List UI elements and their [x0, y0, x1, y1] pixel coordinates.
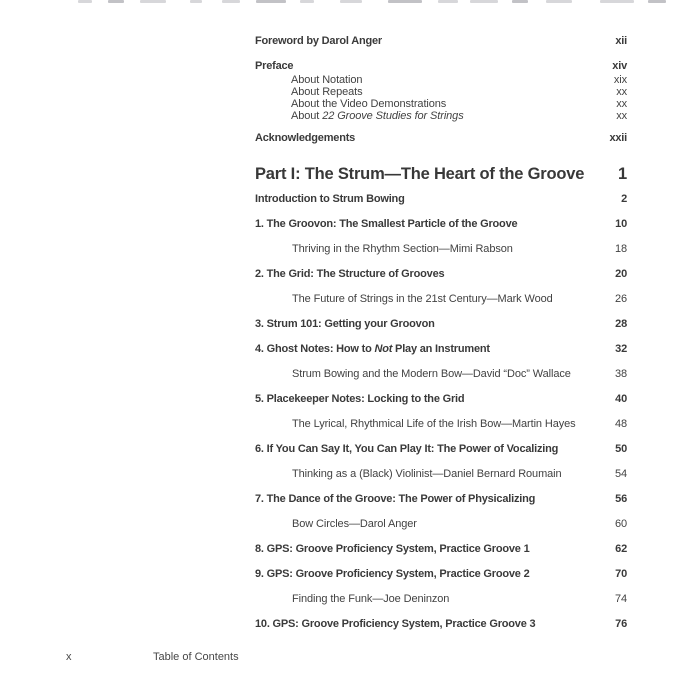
toc-entry-label: Thriving in the Rhythm Section—Mimi Rabson: [292, 243, 513, 255]
toc-entry-label: Acknowledgements: [255, 132, 356, 144]
toc-entry-label: 5. Placekeeper Notes: Locking to the Grid: [255, 393, 465, 405]
toc-entry: [255, 568, 627, 581]
toc-entry-label: 8. GPS: Groove Proficiency System, Practice Groove 1: [255, 543, 530, 555]
toc-entry-page: xiv: [612, 60, 627, 72]
toc-entry-page: 40: [615, 393, 627, 405]
toc-list: [255, 0, 627, 631]
toc-entry: [255, 74, 627, 86]
toc-entry-label: About Repeats: [291, 86, 363, 98]
toc-entry-label: 9. GPS: Groove Proficiency System, Practice Groove 2: [255, 568, 530, 580]
toc-entry-label: 4. Ghost Notes: How to Not Play an Instrument: [255, 343, 490, 355]
toc-entry-page: 32: [615, 343, 627, 355]
toc-entry: [255, 593, 627, 606]
toc-entry-label: 6. If You Can Say It, You Can Play It: The Power of Vocalizing: [255, 443, 559, 455]
toc-entry-page: 10: [615, 218, 627, 230]
toc-entry: [255, 193, 627, 206]
toc-entry: [255, 443, 627, 456]
toc-entry: [255, 343, 627, 356]
toc-entry-page: xx: [616, 110, 627, 122]
toc-entry-label: The Future of Strings in the 21st Century—Mark Wood: [292, 293, 553, 305]
toc-entry-label: About Notation: [291, 74, 363, 86]
toc-entry-label: 10. GPS: Groove Proficiency System, Practice Groove 3: [255, 618, 536, 630]
toc-entry-page: xii: [615, 35, 627, 47]
toc-entry-page: 62: [615, 543, 627, 555]
page-footer: [0, 651, 677, 667]
toc-entry: [255, 86, 627, 98]
toc-entry: [255, 543, 627, 556]
toc-entry-page: 28: [615, 318, 627, 330]
toc-entry-page: 48: [614, 418, 627, 430]
toc-entry: [255, 468, 627, 481]
toc-entry-label: About the Video Demonstrations: [291, 98, 447, 110]
toc-entry-page: 20: [615, 268, 627, 280]
toc-entry-page: 38: [614, 368, 627, 380]
toc-entry-page: xxii: [609, 132, 627, 144]
toc-entry-label: Preface: [255, 60, 294, 72]
toc-entry-page: 26: [614, 293, 627, 305]
toc-entry: [255, 110, 627, 122]
toc-entry: [255, 368, 627, 381]
toc-entry: [255, 243, 627, 256]
toc-entry: [255, 218, 627, 231]
toc-entry-page: 54: [614, 468, 627, 480]
toc-entry-page: 74: [614, 593, 627, 605]
toc-entry: [255, 318, 627, 331]
toc-entry-page: xx: [616, 98, 627, 110]
toc-entry: [255, 518, 627, 531]
toc-entry-label: 7. The Dance of the Groove: The Power of Physicalizing: [255, 493, 536, 505]
toc-entry: [255, 268, 627, 281]
toc-entry-label: Strum Bowing and the Modern Bow—David “Doc” Wallace: [292, 368, 571, 380]
toc-entry-label: The Lyrical, Rhythmical Life of the Irish Bow—Martin Hayes: [292, 418, 576, 430]
toc-entry-label: About 22 Groove Studies for Strings: [291, 110, 464, 122]
toc-entry: [255, 293, 627, 306]
footer-section-label: Table of Contents: [153, 651, 239, 663]
toc-entry: [255, 132, 627, 145]
toc-entry-label: Bow Circles—Darol Anger: [292, 518, 417, 530]
toc-entry: [255, 618, 627, 631]
toc-entry: [255, 393, 627, 406]
toc-entry: [255, 493, 627, 506]
toc-entry: [255, 60, 627, 73]
toc-entry-page: 70: [615, 568, 627, 580]
toc-entry-label: 1. The Groovon: The Smallest Particle of the Groove: [255, 218, 518, 230]
toc-entry-page: 1: [618, 165, 627, 183]
footer-page-number: x: [66, 651, 72, 663]
toc-entry-page: 76: [615, 618, 627, 630]
toc-part-heading: [255, 164, 627, 184]
toc-entry-page: 56: [615, 493, 627, 505]
toc-entry-page: 60: [614, 518, 627, 530]
toc-entry-label: Part I: The Strum—The Heart of the Groove: [255, 165, 585, 183]
toc-entry-page: 50: [615, 443, 627, 455]
toc-entry-label: Thinking as a (Black) Violinist—Daniel Bernard Roumain: [292, 468, 562, 480]
toc-entry-label: Introduction to Strum Bowing: [255, 193, 405, 205]
toc-entry-page: 18: [614, 243, 627, 255]
toc-entry: [255, 35, 627, 48]
toc-entry-page: xix: [613, 74, 627, 86]
toc-entry-label: Foreword by Darol Anger: [255, 35, 383, 47]
toc-entry-page: 2: [621, 193, 627, 205]
toc-entry-label: 3. Strum 101: Getting your Groovon: [255, 318, 435, 330]
toc-entry-label: 2. The Grid: The Structure of Grooves: [255, 268, 445, 280]
toc-entry-label: Finding the Funk—Joe Deninzon: [292, 593, 450, 605]
toc-entry: [255, 418, 627, 431]
toc-entry: [255, 98, 627, 110]
toc-entry-page: xx: [616, 86, 627, 98]
